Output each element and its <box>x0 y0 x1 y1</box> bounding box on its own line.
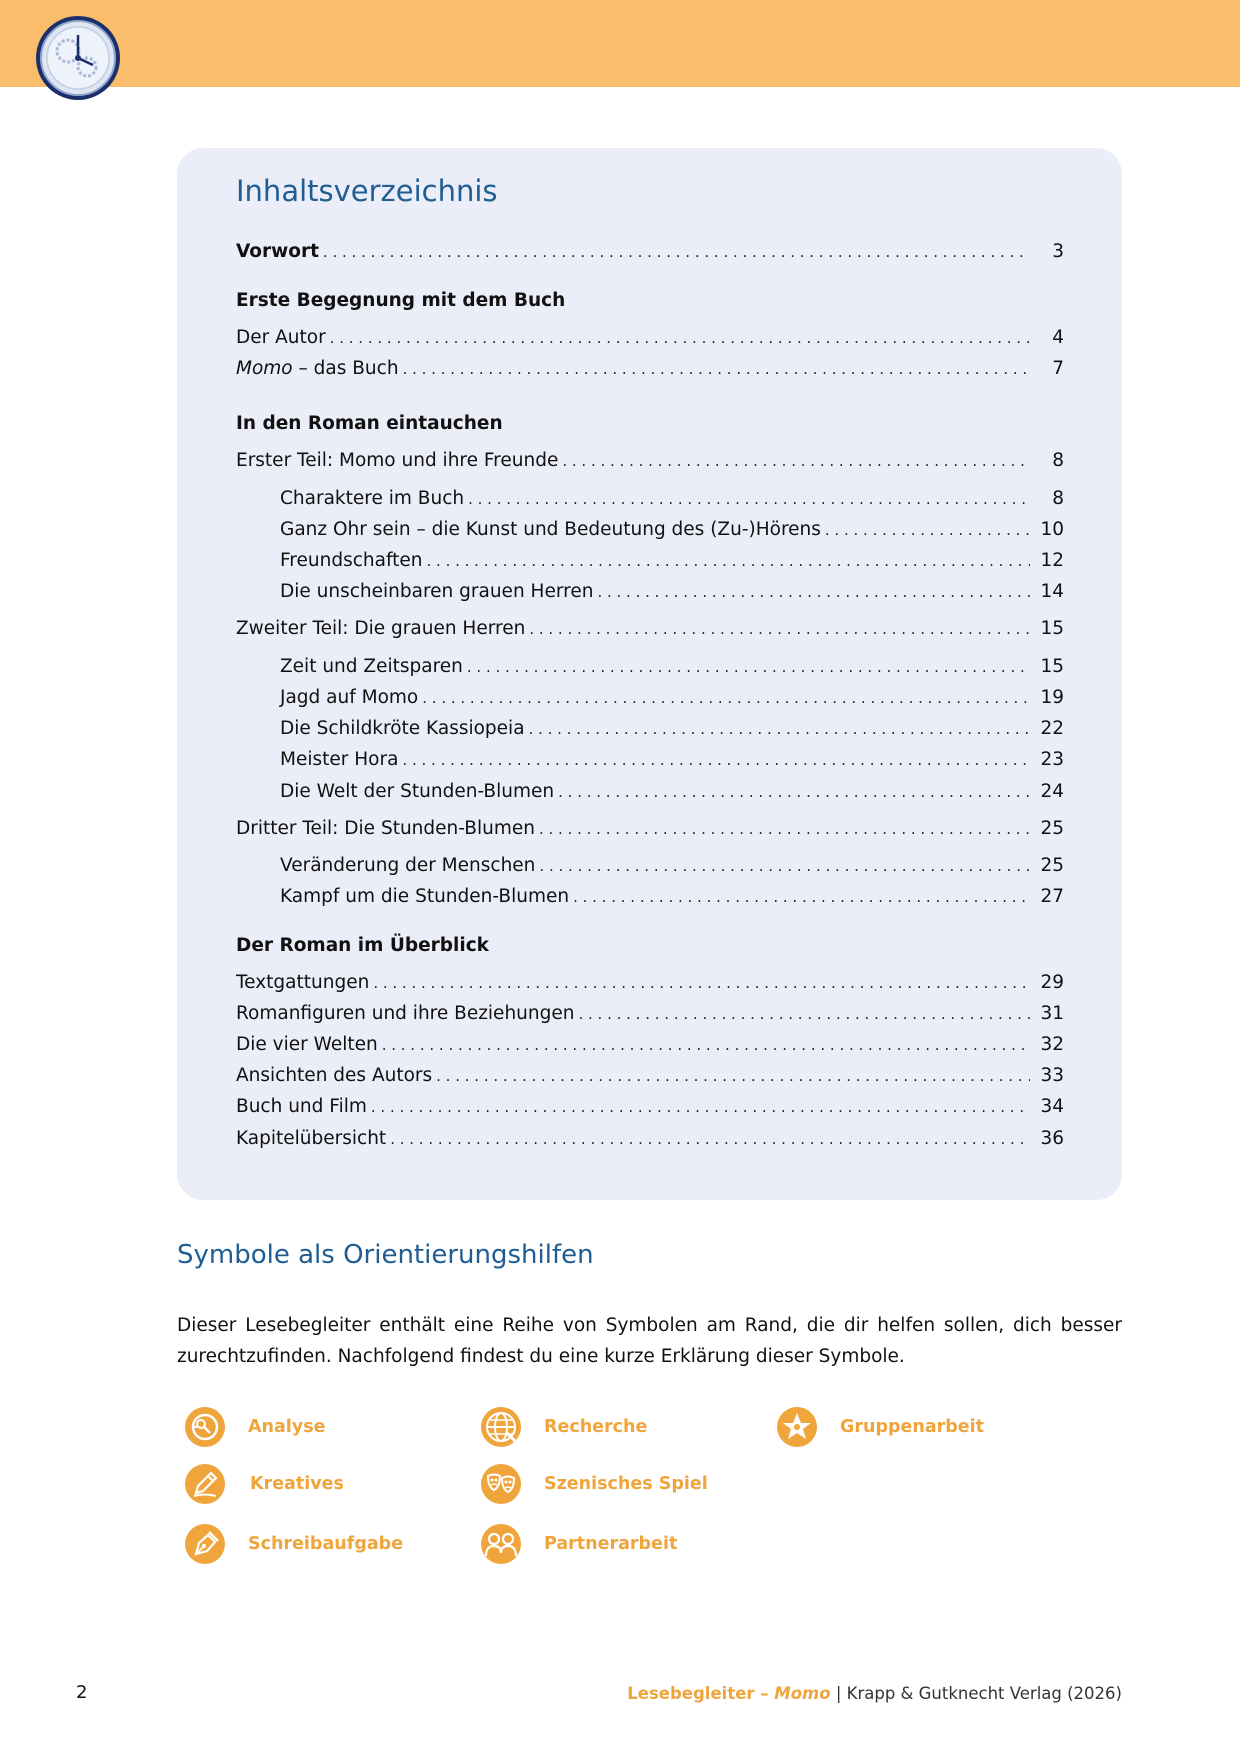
toc-entry[interactable]: Kapitelübersicht . . . 36 <box>236 1126 1064 1152</box>
toc-title: Inhaltsverzeichnis <box>236 174 498 208</box>
toc-section-heading: In den Roman eintauchen <box>236 413 503 434</box>
symbol-schreibaufgabe: Schreibaufgabe <box>184 1523 403 1565</box>
symbol-analyse: Analyse <box>184 1406 326 1448</box>
toc-entry[interactable]: Buch und Film . . . 34 <box>236 1094 1064 1120</box>
toc-entry[interactable]: Veränderung der Menschen . . . 25 <box>280 853 1064 879</box>
toc-entry[interactable]: Meister Hora . . . 23 <box>280 747 1064 773</box>
toc-entry-vorwort[interactable]: Vorwort . . . 3 <box>236 239 1064 265</box>
toc-entry[interactable]: Der Autor . . . 4 <box>236 325 1064 351</box>
symbol-gruppenarbeit: Gruppenarbeit <box>776 1406 984 1448</box>
symbol-recherche: Recherche <box>480 1406 647 1448</box>
partners-icon <box>480 1523 522 1565</box>
symbol-kreatives: Kreatives <box>184 1463 344 1505</box>
toc-entry[interactable]: Erster Teil: Momo und ihre Freunde . . . 8 <box>236 448 1064 474</box>
pencil-icon <box>184 1463 226 1505</box>
toc-section-heading: Erste Begegnung mit dem Buch <box>236 290 566 311</box>
toc-entry[interactable]: Jagd auf Momo . . . 19 <box>280 685 1064 711</box>
toc-entry[interactable]: Kampf um die Stunden-Blumen . . . 27 <box>280 884 1064 910</box>
toc-entry[interactable]: Momo – das Buch . . . 7 <box>236 356 1064 382</box>
clock-logo-icon <box>35 15 121 101</box>
toc-entry[interactable]: Die Schildkröte Kassiopeia . . . 22 <box>280 716 1064 742</box>
toc-entry[interactable]: Die Welt der Stunden-Blumen . . . 24 <box>280 779 1064 805</box>
toc-entry[interactable]: Charaktere im Buch . . . 8 <box>280 486 1064 512</box>
toc-entry[interactable]: Textgattungen . . . 29 <box>236 970 1064 996</box>
toc-entry[interactable]: Die unscheinbaren grauen Herren . . . 14 <box>280 579 1064 605</box>
symbol-szenisches-spiel: Szenisches Spiel <box>480 1463 708 1505</box>
toc-entry[interactable]: Ganz Ohr sein – die Kunst und Bedeutung des (Zu-)Hörens . . . 10 <box>280 517 1064 543</box>
toc-entry[interactable]: Die vier Welten . . . 32 <box>236 1032 1064 1058</box>
toc-entry[interactable]: Freundschaften . . . 12 <box>280 548 1064 574</box>
group-star-icon <box>776 1406 818 1448</box>
footer-credit: Lesebegleiter – Momo | Krapp & Gutknecht Verlag (2026) <box>627 1684 1122 1703</box>
theater-masks-icon <box>480 1463 522 1505</box>
page-number: 2 <box>76 1682 88 1703</box>
toc-entry[interactable]: Zweiter Teil: Die grauen Herren . . . 15 <box>236 616 1064 642</box>
globe-icon <box>480 1406 522 1448</box>
symbols-section-title: Symbole als Orientierungshilfen <box>177 1240 594 1270</box>
symbol-partnerarbeit: Partnerarbeit <box>480 1523 677 1565</box>
header-band <box>0 0 1240 87</box>
toc-entry[interactable]: Zeit und Zeitsparen . . . 15 <box>280 654 1064 680</box>
toc-section-heading: Der Roman im Überblick <box>236 935 489 956</box>
analyse-icon <box>184 1406 226 1448</box>
fountain-pen-icon <box>184 1523 226 1565</box>
toc-entry[interactable]: Ansichten des Autors . . . 33 <box>236 1063 1064 1089</box>
toc-entry[interactable]: Dritter Teil: Die Stunden-Blumen . . . 25 <box>236 816 1064 842</box>
symbols-intro: Dieser Lesebegleiter enthält eine Reihe von Symbolen am Rand, die dir helfen sollen, dich besser zurechtzufinden. Nachfolgend findest du eine kurze Erklärung dieser Symbole. <box>177 1315 1122 1367</box>
toc-entry[interactable]: Romanfiguren und ihre Beziehungen . . . 31 <box>236 1001 1064 1027</box>
